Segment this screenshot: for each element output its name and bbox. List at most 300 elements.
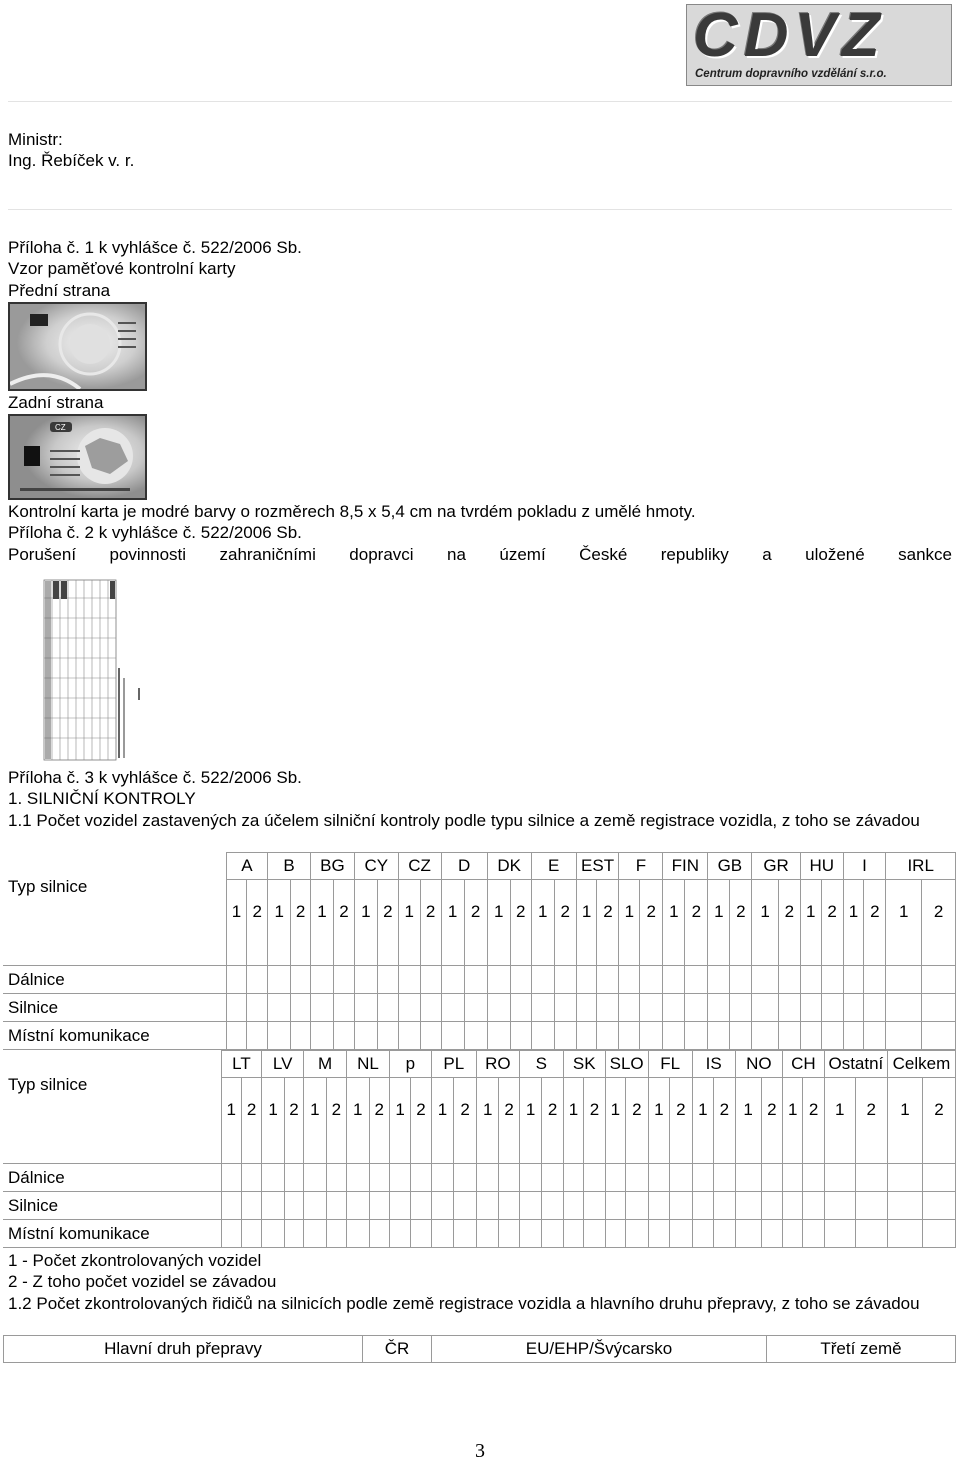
- subcol-header: 2: [584, 1078, 605, 1164]
- data-cell: [334, 994, 355, 1022]
- subcol-header: 2: [730, 880, 752, 966]
- data-cell: [663, 994, 685, 1022]
- data-cell: [398, 966, 420, 994]
- data-cell: [803, 1192, 824, 1220]
- data-cell: [487, 994, 510, 1022]
- country-header: Celkem: [887, 1051, 955, 1078]
- subcol-header: 1: [389, 1078, 410, 1164]
- road-type-label: Dálnice: [3, 1164, 221, 1192]
- vehicle-table-2: [3, 1050, 956, 1248]
- data-cell: [431, 1192, 454, 1220]
- data-cell: [369, 1164, 389, 1192]
- data-cell: [268, 966, 291, 994]
- data-cell: [310, 966, 333, 994]
- subcol-header: 1: [354, 880, 377, 966]
- data-cell: [648, 1192, 669, 1220]
- data-cell: [291, 994, 311, 1022]
- data-cell: [310, 994, 333, 1022]
- data-cell: [411, 1164, 431, 1192]
- data-cell: [576, 994, 597, 1022]
- data-cell: [464, 966, 487, 994]
- subcol-header: 1: [843, 880, 864, 966]
- subcol-header: 1: [519, 1078, 542, 1164]
- subcol-header: 2: [411, 1078, 431, 1164]
- data-cell: [670, 1164, 693, 1192]
- data-cell: [464, 1022, 487, 1050]
- data-cell: [597, 1022, 619, 1050]
- subsection-1-2-wrap: [8, 1294, 952, 1314]
- data-cell: [431, 1220, 454, 1248]
- card-back-country-code: CZ: [55, 423, 66, 432]
- rotated-table-graphic: [38, 578, 150, 762]
- data-cell: [563, 1220, 583, 1248]
- data-cell: [334, 1022, 355, 1050]
- data-cell: [563, 1192, 583, 1220]
- data-cell: [411, 1192, 431, 1220]
- subcol-header: 1: [605, 1078, 625, 1164]
- country-header: IS: [692, 1051, 735, 1078]
- subcol-header: 1: [398, 880, 420, 966]
- table2-road-row: [3, 1220, 956, 1248]
- data-cell: [262, 1220, 285, 1248]
- data-cell: [221, 1164, 241, 1192]
- data-cell: [922, 1220, 955, 1248]
- data-cell: [519, 1164, 542, 1192]
- subcol-header: 2: [499, 1078, 519, 1164]
- country-header: A: [226, 853, 268, 880]
- data-cell: [605, 1220, 625, 1248]
- data-cell: [291, 1022, 311, 1050]
- data-cell: [304, 1164, 327, 1192]
- data-cell: [824, 1192, 855, 1220]
- country-header: CZ: [398, 853, 441, 880]
- data-cell: [554, 1022, 576, 1050]
- country-header: SLO: [605, 1051, 648, 1078]
- data-cell: [241, 1192, 261, 1220]
- data-cell: [685, 994, 708, 1022]
- page-number: 3: [475, 1440, 485, 1462]
- data-cell: [464, 994, 487, 1022]
- data-cell: [584, 1220, 605, 1248]
- subcol-header: 2: [922, 880, 956, 966]
- data-cell: [800, 994, 821, 1022]
- data-cell: [685, 1022, 708, 1050]
- data-cell: [519, 1220, 542, 1248]
- data-cell: [499, 1192, 519, 1220]
- data-cell: [922, 1022, 956, 1050]
- data-cell: [487, 966, 510, 994]
- data-cell: [431, 1164, 454, 1192]
- country-header: FL: [648, 1051, 692, 1078]
- data-cell: [886, 1022, 922, 1050]
- road-type-label: Místní komunikace: [3, 1022, 226, 1050]
- data-cell: [531, 966, 554, 994]
- driver-table-header-row: [4, 1336, 956, 1363]
- data-cell: [778, 1022, 800, 1050]
- table1-road-row: [3, 994, 956, 1022]
- country-header: RO: [476, 1051, 519, 1078]
- road-type-label: Silnice: [3, 994, 226, 1022]
- country-header: HU: [800, 853, 843, 880]
- data-cell: [824, 1164, 855, 1192]
- data-cell: [510, 966, 531, 994]
- subcol-header: 2: [714, 1078, 735, 1164]
- data-cell: [584, 1164, 605, 1192]
- data-cell: [735, 1164, 761, 1192]
- data-cell: [605, 1164, 625, 1192]
- data-cell: [922, 966, 956, 994]
- table2-country-row: [3, 1051, 956, 1078]
- data-cell: [752, 966, 779, 994]
- data-cell: [714, 1164, 735, 1192]
- subcol-header: 2: [855, 1078, 887, 1164]
- card-back-graphic: [10, 416, 145, 498]
- subcol-header: 1: [735, 1078, 761, 1164]
- road-type-label: Místní komunikace: [3, 1220, 221, 1248]
- data-cell: [730, 1022, 752, 1050]
- data-cell: [730, 994, 752, 1022]
- subcol-header: 2: [241, 1078, 261, 1164]
- subcol-header: 1: [800, 880, 821, 966]
- data-cell: [247, 1022, 268, 1050]
- country-header: p: [389, 1051, 431, 1078]
- data-cell: [648, 1164, 669, 1192]
- data-cell: [887, 1220, 922, 1248]
- subcol-header: 1: [441, 880, 464, 966]
- cdvz-logo: [686, 1, 952, 86]
- data-cell: [531, 1022, 554, 1050]
- data-cell: [708, 1022, 730, 1050]
- country-header: I: [843, 853, 886, 880]
- data-cell: [377, 966, 398, 994]
- data-cell: [714, 1220, 735, 1248]
- subsection-1-1-text: 1.1 Počet vozidel zastavených za účelem silniční kontroly podle typu silnice a země registrace vozidla, z toho se závadou: [8, 811, 920, 830]
- country-header: GR: [752, 853, 801, 880]
- data-cell: [304, 1192, 327, 1220]
- subcol-header: 2: [597, 880, 619, 966]
- data-cell: [241, 1164, 261, 1192]
- country-header: CY: [354, 853, 398, 880]
- data-cell: [510, 994, 531, 1022]
- data-cell: [369, 1220, 389, 1248]
- subcol-header: 1: [531, 880, 554, 966]
- data-cell: [326, 1164, 346, 1192]
- subcol-header: 2: [454, 1078, 477, 1164]
- subcol-header: 1: [476, 1078, 499, 1164]
- data-cell: [714, 1192, 735, 1220]
- data-cell: [824, 1220, 855, 1248]
- data-cell: [226, 1022, 247, 1050]
- subcol-header: 1: [304, 1078, 327, 1164]
- data-cell: [284, 1164, 303, 1192]
- data-cell: [476, 1192, 499, 1220]
- subcol-header: 1: [708, 880, 730, 966]
- section-heading: 1. SILNIČNÍ KONTROLY: [8, 789, 196, 808]
- data-cell: [377, 994, 398, 1022]
- subcol-header: 2: [542, 1078, 563, 1164]
- country-header: BG: [310, 853, 354, 880]
- data-cell: [262, 1164, 285, 1192]
- data-cell: [735, 1192, 761, 1220]
- data-cell: [226, 994, 247, 1022]
- table2-road-row: [3, 1164, 956, 1192]
- vehicle-table-1: [3, 852, 956, 1050]
- subcol-header: 2: [922, 1078, 955, 1164]
- data-cell: [640, 994, 663, 1022]
- data-cell: [648, 1220, 669, 1248]
- subcol-header: 1: [563, 1078, 583, 1164]
- country-header: PL: [431, 1051, 476, 1078]
- data-cell: [420, 1022, 441, 1050]
- data-cell: [510, 1022, 531, 1050]
- card-description: Kontrolní karta je modré barvy o rozměrech 8,5 x 5,4 cm na tvrdém pokladu z umělé hmoty.: [8, 502, 696, 521]
- data-cell: [284, 1220, 303, 1248]
- data-cell: [855, 1164, 887, 1192]
- subcol-header: 2: [247, 880, 268, 966]
- data-cell: [576, 966, 597, 994]
- subcol-header: 2: [464, 880, 487, 966]
- subcol-header: 2: [554, 880, 576, 966]
- table1-road-row: [3, 1022, 956, 1050]
- subcol-header: 1: [431, 1078, 454, 1164]
- front-side-label: Přední strana: [8, 281, 111, 300]
- data-cell: [310, 1022, 333, 1050]
- road-type-header: Typ silnice: [3, 1051, 221, 1164]
- data-cell: [563, 1164, 583, 1192]
- data-cell: [761, 1192, 782, 1220]
- data-cell: [346, 1164, 369, 1192]
- table2-road-row: [3, 1192, 956, 1220]
- data-cell: [843, 994, 864, 1022]
- subcol-header: 1: [663, 880, 685, 966]
- data-cell: [389, 1220, 410, 1248]
- data-cell: [554, 966, 576, 994]
- country-header: NL: [346, 1051, 389, 1078]
- data-cell: [922, 994, 956, 1022]
- data-cell: [783, 1164, 803, 1192]
- country-header: Ostatní: [824, 1051, 887, 1078]
- data-cell: [778, 994, 800, 1022]
- driver-table: [3, 1335, 956, 1363]
- subcol-header: 1: [310, 880, 333, 966]
- subcol-header: 2: [510, 880, 531, 966]
- data-cell: [864, 966, 886, 994]
- data-cell: [268, 1022, 291, 1050]
- subcol-header: 2: [326, 1078, 346, 1164]
- data-cell: [576, 1022, 597, 1050]
- data-cell: [354, 994, 377, 1022]
- data-cell: [886, 994, 922, 1022]
- subsection-1-1-line1: [8, 811, 952, 831]
- subcol-header: 1: [824, 1078, 855, 1164]
- data-cell: [454, 1192, 477, 1220]
- country-header: FIN: [663, 853, 708, 880]
- data-cell: [803, 1220, 824, 1248]
- header-eu: EU/EHP/Švýcarsko: [432, 1336, 767, 1363]
- annex3-title: Příloha č. 3 k vyhlášce č. 522/2006 Sb.: [8, 768, 302, 787]
- data-cell: [221, 1220, 241, 1248]
- legend-2: 2 - Z toho počet vozidel se závadou: [8, 1272, 277, 1291]
- data-cell: [843, 1022, 864, 1050]
- data-cell: [800, 1022, 821, 1050]
- country-header: S: [519, 1051, 563, 1078]
- country-header: D: [441, 853, 487, 880]
- data-cell: [247, 994, 268, 1022]
- table1-road-row: [3, 966, 956, 994]
- annex1-subtitle: Vzor paměťové kontrolní karty: [8, 259, 236, 278]
- data-cell: [626, 1192, 649, 1220]
- data-cell: [476, 1164, 499, 1192]
- subcol-header: 1: [619, 880, 640, 966]
- data-cell: [670, 1192, 693, 1220]
- data-cell: [542, 1164, 563, 1192]
- data-cell: [663, 1022, 685, 1050]
- subcol-header: 1: [346, 1078, 369, 1164]
- section-divider: [8, 209, 952, 210]
- card-back-image: [8, 414, 147, 500]
- data-cell: [783, 1192, 803, 1220]
- data-cell: [346, 1192, 369, 1220]
- data-cell: [685, 966, 708, 994]
- annex2-rotated-table-image: [38, 578, 150, 762]
- country-header: CH: [783, 1051, 825, 1078]
- data-cell: [708, 966, 730, 994]
- data-cell: [735, 1220, 761, 1248]
- subcol-header: 2: [761, 1078, 782, 1164]
- country-header: SK: [563, 1051, 605, 1078]
- data-cell: [441, 1022, 464, 1050]
- subcol-header: 1: [262, 1078, 285, 1164]
- data-cell: [398, 994, 420, 1022]
- data-cell: [597, 966, 619, 994]
- subsection-1-2-text: 1.2 Počet zkontrolovaných řidičů na silnicích podle země registrace vozidla a hlavního druhu přepravy, z toho se závadou: [8, 1294, 920, 1313]
- logo-text: CDVZ: [693, 1, 886, 70]
- data-cell: [584, 1192, 605, 1220]
- data-cell: [420, 994, 441, 1022]
- header-third-countries: Třetí země: [767, 1336, 956, 1363]
- data-cell: [247, 966, 268, 994]
- subcol-header: 2: [626, 1078, 649, 1164]
- data-cell: [334, 966, 355, 994]
- road-type-label: Dálnice: [3, 966, 226, 994]
- country-header: LT: [221, 1051, 262, 1078]
- logo-subtitle: Centrum dopravního vzdělání s.r.o.: [695, 68, 887, 80]
- data-cell: [619, 1022, 640, 1050]
- data-cell: [605, 1192, 625, 1220]
- data-cell: [542, 1220, 563, 1248]
- data-cell: [761, 1164, 782, 1192]
- data-cell: [855, 1220, 887, 1248]
- data-cell: [778, 966, 800, 994]
- card-front-graphic: [10, 304, 145, 389]
- data-cell: [262, 1192, 285, 1220]
- data-cell: [692, 1192, 713, 1220]
- data-cell: [221, 1192, 241, 1220]
- data-cell: [411, 1220, 431, 1248]
- subcol-header: 2: [821, 880, 843, 966]
- country-header: GB: [708, 853, 752, 880]
- subcol-header: 2: [377, 880, 398, 966]
- data-cell: [843, 966, 864, 994]
- data-cell: [761, 1220, 782, 1248]
- signature-name: Ing. Řebíček v. r.: [8, 151, 135, 170]
- data-cell: [752, 994, 779, 1022]
- country-header: LV: [262, 1051, 304, 1078]
- data-cell: [476, 1220, 499, 1248]
- data-cell: [487, 1022, 510, 1050]
- annex2-heading: Porušení povinnosti zahraničními dopravci na území České republiky a uložené sankce: [8, 545, 952, 564]
- subcol-header: 2: [284, 1078, 303, 1164]
- data-cell: [821, 994, 843, 1022]
- country-header: B: [268, 853, 311, 880]
- data-cell: [354, 966, 377, 994]
- data-cell: [268, 994, 291, 1022]
- data-cell: [304, 1220, 327, 1248]
- subcol-header: 1: [487, 880, 510, 966]
- table1-country-row: [3, 853, 956, 880]
- data-cell: [800, 966, 821, 994]
- data-cell: [922, 1192, 955, 1220]
- data-cell: [291, 966, 311, 994]
- data-cell: [855, 1192, 887, 1220]
- data-cell: [441, 994, 464, 1022]
- data-cell: [284, 1192, 303, 1220]
- subcol-header: 2: [334, 880, 355, 966]
- subcol-header: 2: [670, 1078, 693, 1164]
- subcol-header: 2: [420, 880, 441, 966]
- data-cell: [922, 1164, 955, 1192]
- data-cell: [663, 966, 685, 994]
- data-cell: [531, 994, 554, 1022]
- data-cell: [730, 966, 752, 994]
- data-cell: [887, 1164, 922, 1192]
- data-cell: [692, 1164, 713, 1192]
- data-cell: [619, 966, 640, 994]
- data-cell: [519, 1192, 542, 1220]
- data-cell: [398, 1022, 420, 1050]
- country-header: IRL: [886, 853, 956, 880]
- data-cell: [626, 1164, 649, 1192]
- subcol-header: 2: [291, 880, 311, 966]
- data-cell: [708, 994, 730, 1022]
- data-cell: [821, 966, 843, 994]
- data-cell: [640, 1022, 663, 1050]
- subcol-header: 1: [783, 1078, 803, 1164]
- data-cell: [626, 1220, 649, 1248]
- country-header: EST: [576, 853, 619, 880]
- subcol-header: 1: [268, 880, 291, 966]
- data-cell: [670, 1220, 693, 1248]
- road-type-header: Typ silnice: [3, 853, 226, 966]
- subcol-header: 2: [685, 880, 708, 966]
- data-cell: [354, 1022, 377, 1050]
- header-divider: [8, 101, 952, 102]
- header-cr: ČR: [363, 1336, 432, 1363]
- country-header: M: [304, 1051, 347, 1078]
- data-cell: [886, 966, 922, 994]
- road-type-label: Silnice: [3, 1192, 221, 1220]
- data-cell: [887, 1192, 922, 1220]
- subcol-header: 2: [640, 880, 663, 966]
- data-cell: [389, 1192, 410, 1220]
- subcol-header: 1: [752, 880, 779, 966]
- subcol-header: 1: [887, 1078, 922, 1164]
- data-cell: [226, 966, 247, 994]
- subcol-header: 1: [576, 880, 597, 966]
- data-cell: [640, 966, 663, 994]
- country-header: F: [619, 853, 663, 880]
- annex2-title: Příloha č. 2 k vyhlášce č. 522/2006 Sb.: [8, 523, 302, 542]
